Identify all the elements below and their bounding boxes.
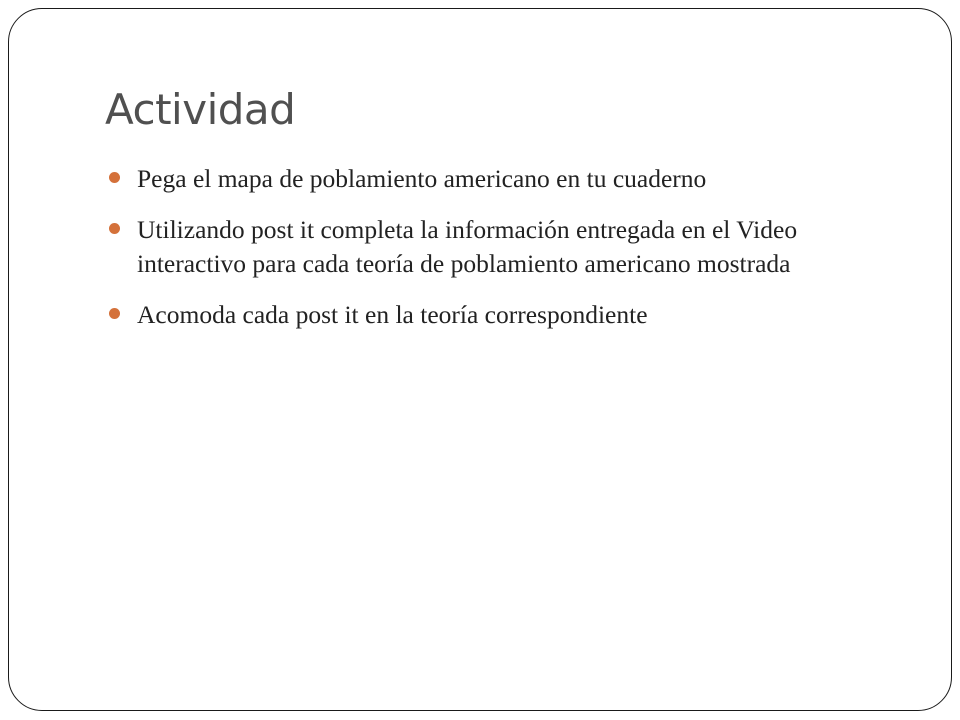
bullet-list <box>105 162 865 349</box>
bullet-text: Pega el mapa de poblamiento americano en tu cuaderno <box>137 164 707 193</box>
bullet-text: Acomoda cada post it en la teoría correspondiente <box>137 300 648 329</box>
bullet-item <box>105 213 865 281</box>
bullet-text: Utilizando post it completa la información entregada en el Video interactivo para cada teoría de poblamiento americano mostrada <box>137 215 798 278</box>
bullet-item <box>105 298 865 332</box>
slide-title: Actividad <box>105 85 296 134</box>
bullet-dot-icon <box>109 308 120 319</box>
bullet-item <box>105 162 865 196</box>
bullet-dot-icon <box>109 223 120 234</box>
bullet-dot-icon <box>109 172 120 183</box>
